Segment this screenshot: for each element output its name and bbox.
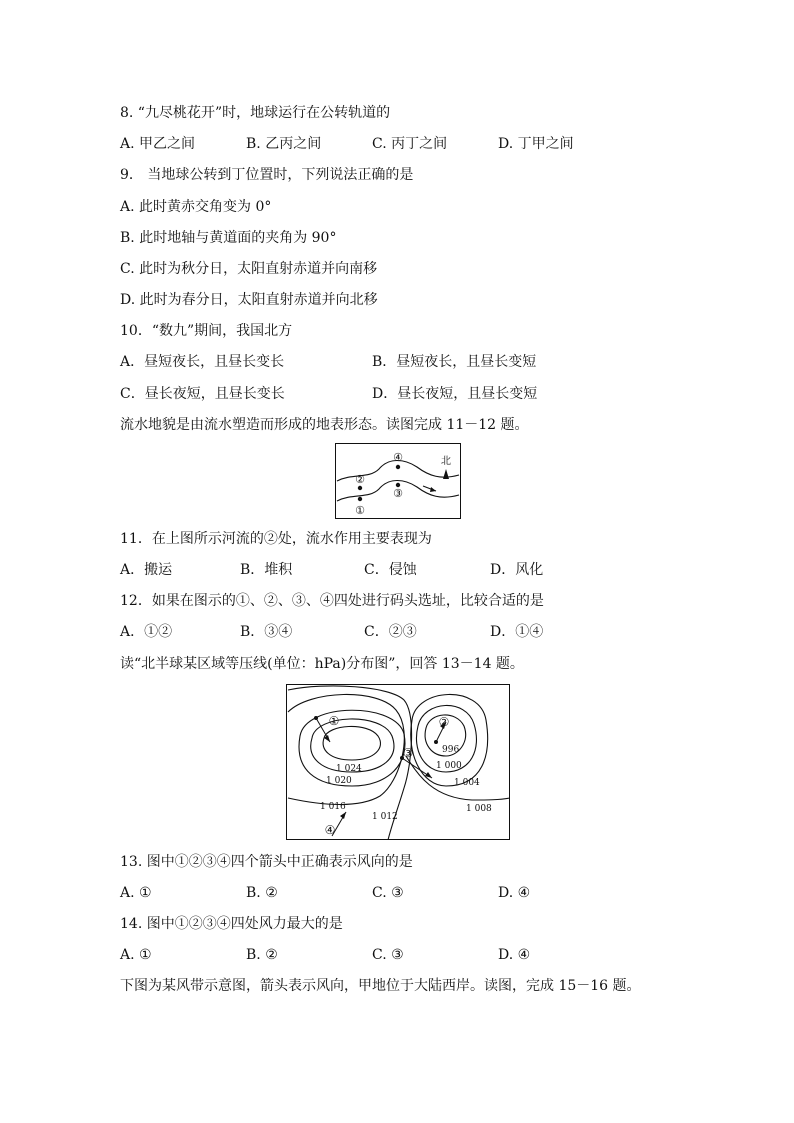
intro-11-12: 流水地貌是由流水塑造而形成的地表形态。读图完成 11－12 题。 [120,417,529,433]
q13-option-a: A. ① [120,885,152,901]
q8-stem: 8. “九尽桃花开”时，地球运行在公转轨道的 [120,105,391,121]
q12-option-d: D．①④ [490,624,544,640]
q10-option-c: C．昼长夜短，且昼长变长 [120,386,285,402]
q13-option-d: D. ④ [498,885,531,901]
q14-option-a: A. ① [120,947,152,963]
isobar-label-1008: 1 008 [466,804,492,814]
isobar-point-2: ② [438,715,450,729]
river-point-1 [358,497,362,501]
isobar-label-1004: 1 004 [454,778,480,788]
q10-option-b: B．昼短夜长，且昼长变短 [372,354,537,370]
q13-stem: 13. 图中①②③④四个箭头中正确表示风向的是 [120,854,413,870]
q13-option-c: C. ③ [372,885,404,901]
river-label-3: ③ [393,487,403,500]
river-point-2 [358,486,362,490]
q8-option-a: A. 甲乙之间 [120,136,196,152]
q14-stem: 14. 图中①②③④四处风力最大的是 [120,916,343,932]
q14-option-d: D. ④ [498,947,531,963]
q14-option-b: B. ② [246,947,278,963]
river-figure [335,443,461,519]
river-label-4: ④ [393,451,403,464]
isobar-label-1000: 1 000 [436,761,462,771]
isobar-point-3: ③ [402,746,414,760]
isobar-label-1020: 1 020 [326,776,352,786]
river-point-4 [396,465,400,469]
q10-option-a: A．昼短夜长，且昼长变长 [120,354,285,370]
q11-option-c: C．侵蚀 [364,562,417,578]
q12-option-c: C．②③ [364,624,417,640]
q11-option-b: B．堆积 [240,562,293,578]
q11-option-d: D．风化 [490,562,544,578]
q8-option-b: B. 乙丙之间 [246,136,322,152]
isobar-label-1024: 1 024 [336,764,362,774]
q10-stem: 10．“数九”期间，我国北方 [120,323,293,339]
q12-stem: 12．如果在图示的①、②、③、④四处进行码头选址，比较合适的是 [120,593,544,609]
isobar-label-1012: 1 012 [372,812,398,822]
q12-option-a: A．①② [120,624,173,640]
intro-13-14: 读“北半球某区域等压线(单位：hPa)分布图”，回答 13－14 题。 [120,656,524,672]
q10-option-d: D．昼长夜短，且昼长变短 [372,386,538,402]
intro-15-16: 下图为某风带示意图，箭头表示风向，甲地位于大陆西岸。读图，完成 15－16 题。 [120,978,641,994]
north-label: 北 [441,456,451,467]
river-label-1: ① [355,504,365,517]
q9-option-a: A. 此时黄赤交角变为 0° [120,199,272,215]
river-label-2: ② [355,473,365,486]
q9-stem: 9． 当地球公转到丁位置时，下列说法正确的是 [120,167,414,183]
q9-option-c: C. 此时为秋分日，太阳直射赤道并向南移 [120,261,378,277]
q9-option-b: B. 此时地轴与黄道面的夹角为 90° [120,230,337,246]
isobar-point-1: ① [328,714,340,728]
q11-stem: 11．在上图所示河流的②处，流水作用主要表现为 [120,531,432,547]
q11-option-a: A．搬运 [120,562,173,578]
q14-option-c: C. ③ [372,947,404,963]
q8-option-c: C. 丙丁之间 [372,136,448,152]
q13-option-b: B. ② [246,885,278,901]
q8-option-d: D. 丁甲之间 [498,136,574,152]
isobar-point-4: ④ [324,823,336,837]
isobar-label-996: 996 [442,745,460,755]
isobar-label-1016: 1 016 [320,802,346,812]
q9-option-d: D. 此时为春分日，太阳直射赤道并向北移 [120,292,378,308]
q12-option-b: B．③④ [240,624,293,640]
isobar-figure [286,684,510,840]
